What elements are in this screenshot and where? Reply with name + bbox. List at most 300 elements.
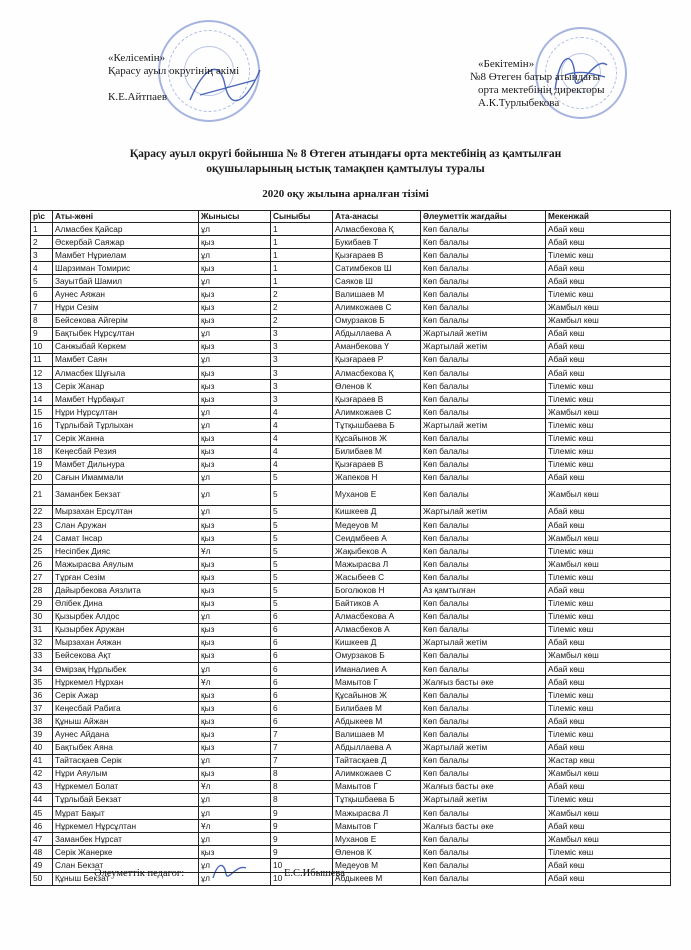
approval-left-line2: Қарасу ауыл округінің әкімі <box>108 65 240 77</box>
table-row <box>31 807 671 820</box>
table-cell: қыз <box>199 301 271 314</box>
approval-left-line1: «Келісемін» <box>108 52 166 64</box>
table-cell: Көп балалы <box>421 610 546 623</box>
table-cell: қыз <box>199 393 271 406</box>
table-cell: 14 <box>31 393 53 406</box>
table-cell: Сатимбеков Ш <box>333 262 421 275</box>
table-cell: Заманбек Бекзат <box>53 484 199 505</box>
table-cell: Тілеміс көш <box>546 545 671 558</box>
table-cell: Абай көш <box>546 663 671 676</box>
table-cell: 7 <box>271 728 333 741</box>
table-cell: Нұри Аяулым <box>53 767 199 780</box>
table-cell: Көп балалы <box>421 649 546 662</box>
table-cell: Мұрат Бақыт <box>53 807 199 820</box>
table-cell: Көп балалы <box>421 545 546 558</box>
table-cell: қыз <box>199 367 271 380</box>
table-row <box>31 393 671 406</box>
table-cell: 5 <box>271 558 333 571</box>
table-cell: 6 <box>271 702 333 715</box>
table-cell: 18 <box>31 445 53 458</box>
approval-right-line2: №8 Өтеген батыр атындағы <box>470 71 600 83</box>
table-cell: ұл <box>199 471 271 484</box>
header-cell: Сыныбы <box>271 211 333 223</box>
students-table <box>30 210 671 886</box>
table-cell: Мамбет Саян <box>53 353 199 366</box>
table-cell: Нұри Нұрсұлтан <box>53 406 199 419</box>
table-row <box>31 545 671 558</box>
table-cell: Тұтқышбаева Б <box>333 419 421 432</box>
table-cell: 15 <box>31 406 53 419</box>
table-cell: Көп балалы <box>421 689 546 702</box>
table-cell: Көп балалы <box>421 288 546 301</box>
table-cell: 29 <box>31 597 53 610</box>
table-cell: ұл <box>199 419 271 432</box>
table-cell: Самат Інсар <box>53 532 199 545</box>
table-cell: Абай көш <box>546 275 671 288</box>
table-row <box>31 406 671 419</box>
table-cell: 1 <box>31 223 53 236</box>
table-row <box>31 445 671 458</box>
table-cell: Мажырасва Аяулым <box>53 558 199 571</box>
table-cell: Көп балалы <box>421 314 546 327</box>
document-title-line2: оқушыларының ыстық тамақпен қамтылуы туралы <box>206 163 485 175</box>
table-cell: Жалғыз басты әке <box>421 780 546 793</box>
table-cell: Көп балалы <box>421 393 546 406</box>
table-row <box>31 610 671 623</box>
table-cell: 22 <box>31 505 53 518</box>
table-cell: Тұрлыбай Тұрлыхан <box>53 419 199 432</box>
table-row <box>31 689 671 702</box>
approval-block-right <box>470 58 605 110</box>
table-cell: Ұл <box>199 780 271 793</box>
table-cell: 11 <box>31 353 53 366</box>
table-cell: қыз <box>199 380 271 393</box>
table-cell: Ұл <box>199 676 271 689</box>
table-cell: Билибаев М <box>333 445 421 458</box>
table-cell: Көп балалы <box>421 571 546 584</box>
table-cell: ұл <box>199 859 271 872</box>
table-cell: ұл <box>199 663 271 676</box>
table-cell: 38 <box>31 715 53 728</box>
table-cell: Мамытов Г <box>333 820 421 833</box>
table-cell: Қызырбек Аружан <box>53 623 199 636</box>
table-cell: Алмасбекова Қ <box>333 367 421 380</box>
table-cell: Серік Ажар <box>53 689 199 702</box>
table-row <box>31 597 671 610</box>
table-row <box>31 636 671 649</box>
table-cell: Көп балалы <box>421 380 546 393</box>
table-cell: Құныш Айжан <box>53 715 199 728</box>
table-cell: Аунес Аяжан <box>53 288 199 301</box>
table-cell: Тілеміс көш <box>546 597 671 610</box>
table-row <box>31 505 671 518</box>
table-cell: 8 <box>271 780 333 793</box>
table-cell: қыз <box>199 584 271 597</box>
table-cell: Серік Жанна <box>53 432 199 445</box>
table-cell: 1 <box>271 262 333 275</box>
table-cell: Көп балалы <box>421 223 546 236</box>
table-cell: Жапеков Н <box>333 471 421 484</box>
table-cell: Құныш Бекзат <box>53 872 199 885</box>
table-cell: ұл <box>199 505 271 518</box>
table-cell: Абай көш <box>546 820 671 833</box>
table-cell: Жастар көш <box>546 754 671 767</box>
table-cell: қыз <box>199 236 271 249</box>
table-cell: 5 <box>271 518 333 531</box>
table-cell: Бақтыбек Аяна <box>53 741 199 754</box>
table-cell: 2 <box>271 288 333 301</box>
table-cell: Ұл <box>199 545 271 558</box>
table-row <box>31 728 671 741</box>
table-cell: 19 <box>31 458 53 471</box>
table-cell: Жалғыз басты әке <box>421 820 546 833</box>
table-cell: 46 <box>31 820 53 833</box>
approval-left-line3: К.Е.Айтпаев <box>108 91 168 103</box>
table-cell: Көп балалы <box>421 471 546 484</box>
table-cell: Кеңесбай Рабига <box>53 702 199 715</box>
table-cell: 3 <box>271 340 333 353</box>
table-cell: Алимкожаев С <box>333 301 421 314</box>
table-cell: Зауытбай Шамил <box>53 275 199 288</box>
table-cell: Өмірзақ Нұрлыбек <box>53 663 199 676</box>
table-row <box>31 623 671 636</box>
table-cell: 6 <box>271 689 333 702</box>
table-cell: Тілеміс көш <box>546 793 671 806</box>
approval-right-line3: орта мектебінің директоры <box>478 84 605 96</box>
table-cell: 4 <box>271 445 333 458</box>
table-cell: Абай көш <box>546 505 671 518</box>
table-cell: Көп балалы <box>421 484 546 505</box>
table-cell: ұл <box>199 223 271 236</box>
table-cell: Кеңесбай Резия <box>53 445 199 458</box>
table-cell: Тілеміс көш <box>546 288 671 301</box>
table-cell: 40 <box>31 741 53 754</box>
table-cell: Көп балалы <box>421 715 546 728</box>
table-cell: ұл <box>199 833 271 846</box>
table-row <box>31 649 671 662</box>
table-cell: Тұтқышбаева Б <box>333 793 421 806</box>
table-row <box>31 223 671 236</box>
table-cell: Қызғараев В <box>333 393 421 406</box>
table-cell: Абай көш <box>546 872 671 885</box>
table-cell: Көп балалы <box>421 532 546 545</box>
table-cell: Бейсекова Ақт <box>53 649 199 662</box>
table-cell: Көп балалы <box>421 262 546 275</box>
table-cell: Құсайынов Ж <box>333 432 421 445</box>
table-cell: Абай көш <box>546 327 671 340</box>
table-row <box>31 314 671 327</box>
table-cell: Жамбыл көш <box>546 314 671 327</box>
table-cell: қыз <box>199 558 271 571</box>
table-row <box>31 301 671 314</box>
table-cell: 8 <box>271 793 333 806</box>
table-cell: 3 <box>271 380 333 393</box>
table-cell: Тілеміс көш <box>546 445 671 458</box>
table-cell: Нұри Сезім <box>53 301 199 314</box>
table-row <box>31 484 671 505</box>
table-cell: Абай көш <box>546 584 671 597</box>
table-row <box>31 471 671 484</box>
table-cell: Жартылай жетім <box>421 340 546 353</box>
table-cell: 5 <box>271 484 333 505</box>
table-cell: Мырзахан Ерсұлтан <box>53 505 199 518</box>
table-cell: Жамбыл көш <box>546 406 671 419</box>
table-cell: Сеидмбеев А <box>333 532 421 545</box>
table-row <box>31 249 671 262</box>
table-row <box>31 275 671 288</box>
table-cell: 3 <box>271 327 333 340</box>
table-cell: Абай көш <box>546 262 671 275</box>
table-cell: қыз <box>199 288 271 301</box>
table-cell: 6 <box>271 610 333 623</box>
table-cell: 43 <box>31 780 53 793</box>
table-cell: Абай көш <box>546 367 671 380</box>
table-cell: Нұркемел Нұрсұлтан <box>53 820 199 833</box>
table-cell: Муханов Е <box>333 833 421 846</box>
table-row <box>31 353 671 366</box>
table-cell: Тілеміс көш <box>546 610 671 623</box>
table-cell: 1 <box>271 275 333 288</box>
table-cell: қыз <box>199 340 271 353</box>
table-cell: Мажырасва Л <box>333 807 421 820</box>
table-cell: 39 <box>31 728 53 741</box>
table-cell: 47 <box>31 833 53 846</box>
table-cell: 5 <box>271 471 333 484</box>
table-cell: Абдыллаева А <box>333 741 421 754</box>
table-cell: Қызғараев В <box>333 458 421 471</box>
table-cell: Көп балалы <box>421 367 546 380</box>
table-cell: 1 <box>271 236 333 249</box>
table-cell: ұл <box>199 327 271 340</box>
table-cell: Тілеміс көш <box>546 702 671 715</box>
table-cell: Көп балалы <box>421 406 546 419</box>
table-cell: Жартылай жетім <box>421 327 546 340</box>
table-cell: Тілеміс көш <box>546 846 671 859</box>
table-cell: 41 <box>31 754 53 767</box>
table-cell: Бақтыбек Нұрсұлтан <box>53 327 199 340</box>
table-cell: Мамытов Г <box>333 780 421 793</box>
table-cell: Кишкеев Д <box>333 636 421 649</box>
table-cell: 48 <box>31 846 53 859</box>
table-cell: 8 <box>31 314 53 327</box>
table-cell: Мамбет Дильнура <box>53 458 199 471</box>
table-cell: Жартылай жетім <box>421 419 546 432</box>
table-row <box>31 432 671 445</box>
table-cell: Нұркемел Нұрхан <box>53 676 199 689</box>
header-cell: Жынысы <box>199 211 271 223</box>
table-cell: Абай көш <box>546 223 671 236</box>
table-cell: 28 <box>31 584 53 597</box>
table-cell: 7 <box>31 301 53 314</box>
table-cell: 3 <box>271 393 333 406</box>
table-row <box>31 584 671 597</box>
table-row <box>31 380 671 393</box>
table-cell: Омурзаков Б <box>333 649 421 662</box>
table-row <box>31 754 671 767</box>
table-cell: 6 <box>271 623 333 636</box>
table-cell: 25 <box>31 545 53 558</box>
table-cell: Көп балалы <box>421 432 546 445</box>
table-cell: Жасыбеев С <box>333 571 421 584</box>
table-cell: Көп балалы <box>421 518 546 531</box>
table-cell: ұл <box>199 807 271 820</box>
table-cell: Абай көш <box>546 236 671 249</box>
table-cell: қыз <box>199 741 271 754</box>
table-cell: 10 <box>271 872 333 885</box>
table-cell: Иманалиев А <box>333 663 421 676</box>
table-cell: ұл <box>199 872 271 885</box>
table-cell: Абай көш <box>546 741 671 754</box>
table-cell: Нұркемел Болат <box>53 780 199 793</box>
table-cell: Абай көш <box>546 859 671 872</box>
table-cell: 4 <box>271 419 333 432</box>
document-subtitle: 2020 оқу жылына арналған тізімі <box>262 188 429 200</box>
table-cell: Медеуов М <box>333 518 421 531</box>
table-cell: Әскербай Саяжар <box>53 236 199 249</box>
header-cell: р\с <box>31 211 53 223</box>
table-cell: Абдыллаева А <box>333 327 421 340</box>
table-cell: Көп балалы <box>421 445 546 458</box>
table-cell: Валишаев М <box>333 728 421 741</box>
table-cell: қыз <box>199 623 271 636</box>
table-cell: Көп балалы <box>421 859 546 872</box>
table-cell: 9 <box>271 846 333 859</box>
table-cell: 26 <box>31 558 53 571</box>
table-cell: 31 <box>31 623 53 636</box>
table-cell: 5 <box>271 545 333 558</box>
table-cell: 23 <box>31 518 53 531</box>
table-cell: Сағын Имаммали <box>53 471 199 484</box>
table-header-row <box>31 211 671 223</box>
table-cell: 6 <box>271 715 333 728</box>
table-cell: Жамбыл көш <box>546 833 671 846</box>
table-cell: Бейсекова Айгерім <box>53 314 199 327</box>
table-cell: Көп балалы <box>421 846 546 859</box>
table-cell: Мажырасва Л <box>333 558 421 571</box>
table-cell: ұл <box>199 484 271 505</box>
table-row <box>31 571 671 584</box>
table-cell: Алмасбек Қайсар <box>53 223 199 236</box>
table-cell: 4 <box>271 432 333 445</box>
table-cell: 9 <box>271 820 333 833</box>
table-cell: 6 <box>31 288 53 301</box>
table-cell: Тілеміс көш <box>546 689 671 702</box>
table-cell: Әлібек Дина <box>53 597 199 610</box>
table-cell: Қызырбек Алдос <box>53 610 199 623</box>
table-cell: 6 <box>271 649 333 662</box>
table-cell: 2 <box>31 236 53 249</box>
table-cell: 6 <box>271 676 333 689</box>
table-cell: Абай көш <box>546 471 671 484</box>
table-row <box>31 419 671 432</box>
table-cell: Жартылай жетім <box>421 636 546 649</box>
table-cell: Абай көш <box>546 636 671 649</box>
table-cell: 6 <box>271 663 333 676</box>
table-cell: ұл <box>199 610 271 623</box>
table-cell: Көп балалы <box>421 767 546 780</box>
table-cell: Көп балалы <box>421 275 546 288</box>
table-cell: Алмасбеков А <box>333 623 421 636</box>
table-cell: ұл <box>199 754 271 767</box>
table-cell: 12 <box>31 367 53 380</box>
table-cell: 9 <box>271 833 333 846</box>
table-cell: Көп балалы <box>421 353 546 366</box>
table-cell: Валишаев М <box>333 288 421 301</box>
table-row <box>31 715 671 728</box>
table-cell: Слан Аружан <box>53 518 199 531</box>
header-cell: Ата-анасы <box>333 211 421 223</box>
table-cell: 49 <box>31 859 53 872</box>
table-cell: Мамбет Нұриелам <box>53 249 199 262</box>
table-cell: Өленов К <box>333 380 421 393</box>
table-cell: Абай көш <box>546 353 671 366</box>
table-cell: Көп балалы <box>421 754 546 767</box>
table-cell: қыз <box>199 649 271 662</box>
header-cell: Әлеуметтік жағдайы <box>421 211 546 223</box>
table-cell: 4 <box>271 458 333 471</box>
table-cell: 9 <box>31 327 53 340</box>
table-cell: ұл <box>199 353 271 366</box>
table-cell: Жартылай жетім <box>421 793 546 806</box>
table-cell: Көп балалы <box>421 249 546 262</box>
table-row <box>31 236 671 249</box>
table-cell: Санжыбай Көркем <box>53 340 199 353</box>
table-cell: Көп балалы <box>421 663 546 676</box>
table-cell: Абай көш <box>546 340 671 353</box>
table-cell: 16 <box>31 419 53 432</box>
table-cell: Тілеміс көш <box>546 458 671 471</box>
table-cell: Абдыкеев М <box>333 872 421 885</box>
table-row <box>31 518 671 531</box>
table-cell: Мамытов Г <box>333 676 421 689</box>
table-row <box>31 780 671 793</box>
table-cell: қыз <box>199 636 271 649</box>
table-cell: ұл <box>199 793 271 806</box>
table-cell: Өленов К <box>333 846 421 859</box>
table-cell: 1 <box>271 249 333 262</box>
table-cell: Мамбет Нұрбақыт <box>53 393 199 406</box>
table-cell: Кишкеев Д <box>333 505 421 518</box>
table-cell: Жалғыз басты әке <box>421 676 546 689</box>
table-cell: 6 <box>271 636 333 649</box>
table-cell: Көп балалы <box>421 833 546 846</box>
table-cell: Жақыбеков А <box>333 545 421 558</box>
table-cell: Заманбек Нұрсат <box>53 833 199 846</box>
table-cell: Несіпбек Дияс <box>53 545 199 558</box>
table-cell: Тілеміс көш <box>546 393 671 406</box>
table-cell: 42 <box>31 767 53 780</box>
approval-right-line4: А.К.Турлыбекова <box>478 97 560 109</box>
table-cell: 17 <box>31 432 53 445</box>
table-cell: Медеуов М <box>333 859 421 872</box>
table-cell: Көп балалы <box>421 458 546 471</box>
table-row <box>31 367 671 380</box>
table-row <box>31 741 671 754</box>
table-cell: қыз <box>199 445 271 458</box>
table-cell: 4 <box>31 262 53 275</box>
footer-role: Әлеуметтік педагог: <box>94 868 185 879</box>
table-cell: 9 <box>271 807 333 820</box>
table-cell: қыз <box>199 571 271 584</box>
table-cell: Көп балалы <box>421 597 546 610</box>
table-cell: Шарзиман Томирис <box>53 262 199 275</box>
table-cell: Алимкожаев С <box>333 767 421 780</box>
table-cell: Дайырбекова Аязлита <box>53 584 199 597</box>
table-cell: Көп балалы <box>421 301 546 314</box>
table-row <box>31 288 671 301</box>
table-cell: 36 <box>31 689 53 702</box>
table-cell: Аунес Айдана <box>53 728 199 741</box>
